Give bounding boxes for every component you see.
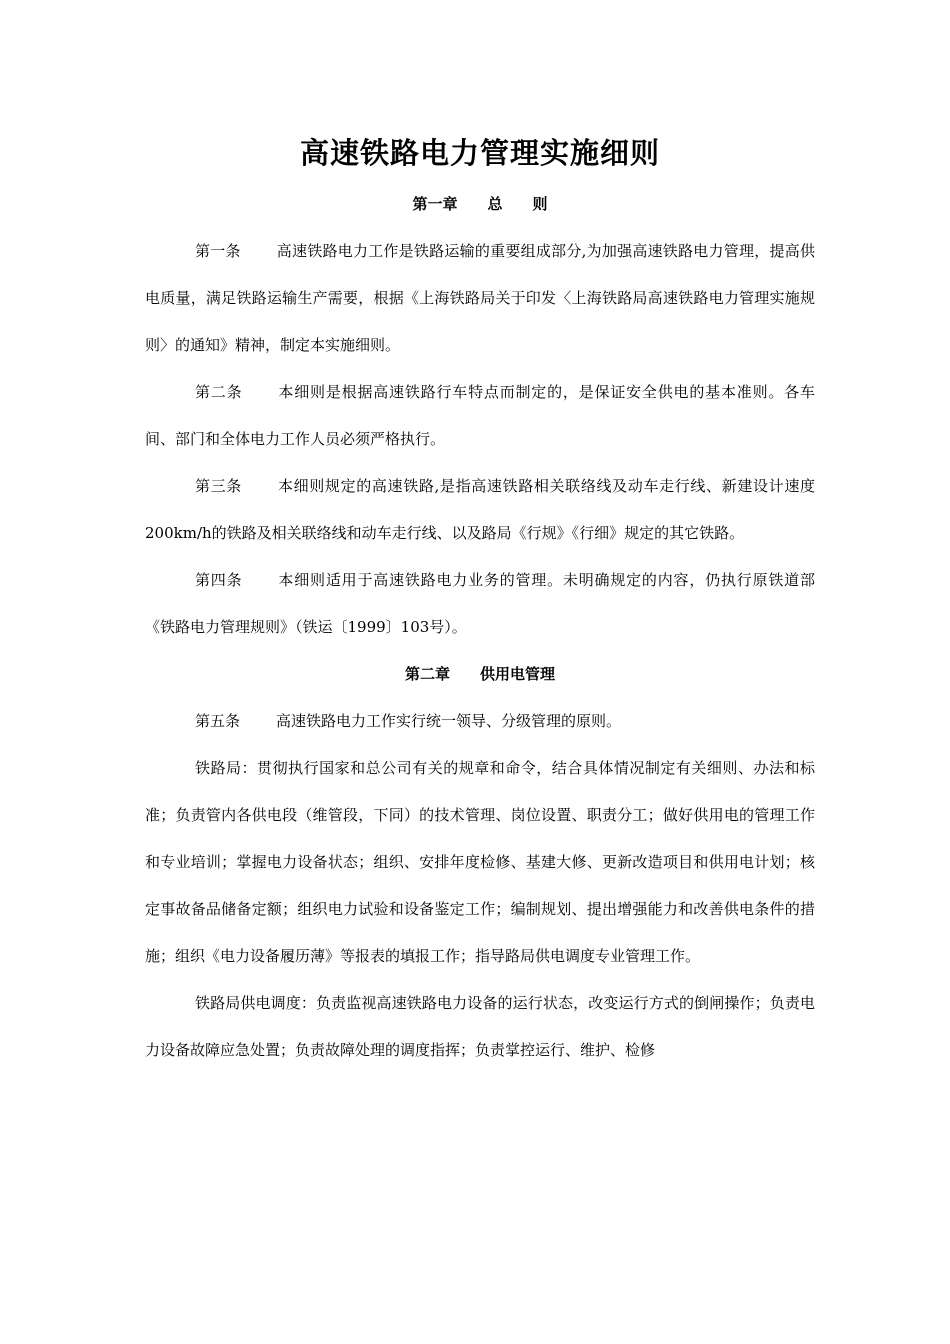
chapter-1-number: 第一章	[412, 195, 458, 213]
chapter-2-heading	[145, 651, 815, 698]
article-2-label: 第二条	[195, 383, 243, 401]
article-5	[145, 698, 815, 745]
railway-bureau-duties: 铁路局：贯彻执行国家和总公司有关的规章和命令，结合具体情况制定有关细则、办法和标准；负责管内各供电段（维管段，下同）的技术管理、岗位设置、职责分工；做好供用电的管理工作和专业培训；掌握电力设备状态；组织、安排年度检修、基建大修、更新改造项目和供用电计划；核定事故备品储备定额；组织电力试验和设备鉴定工作；编制规划、提出增强能力和改善供电条件的措施；组织《电力设备履历薄》等报表的填报工作；指导路局供电调度专业管理工作。	[145, 759, 815, 965]
article-1	[145, 228, 815, 369]
article-3	[145, 463, 815, 557]
article-1-text: 高速铁路电力工作是铁路运输的重要组成部分,为加强高速铁路电力管理，提高供电质量，满足铁路运输生产需要，根据《上海铁路局关于印发〈上海铁路局高速铁路电力管理实施规则〉的通知》精神，制定本实施细则。	[145, 242, 815, 354]
article-4-text: 本细则适用于高速铁路电力业务的管理。未明确规定的内容，仍执行原铁道部《铁路电力管理规则》（铁运〔1999〕103号）。	[145, 571, 815, 636]
article-3-label: 第三条	[195, 477, 242, 495]
document-title: 高速铁路电力管理实施细则	[299, 136, 660, 170]
chapter-1-name-part-1: 总	[487, 195, 503, 213]
article-1-label: 第一条	[195, 242, 241, 260]
article-2-text: 本细则是根据高速铁路行车特点而制定的，是保证安全供电的基本准则。各车间、部门和全体电力工作人员必须严格执行。	[145, 383, 815, 448]
article-5-label: 第五条	[195, 712, 241, 730]
document-page	[145, 128, 815, 1074]
chapter-1-heading	[145, 181, 815, 228]
power-dispatch-duties: 铁路局供电调度：负责监视高速铁路电力设备的运行状态，改变运行方式的倒闸操作；负责电力设备故障应急处置；负责故障处理的调度指挥；负责掌控运行、维护、检修	[145, 994, 815, 1059]
article-4	[145, 557, 815, 651]
article-2	[145, 369, 815, 463]
chapter-2-number: 第二章	[404, 665, 450, 683]
chapter-2-name: 供用电管理	[480, 665, 556, 683]
article-4-label: 第四条	[195, 571, 243, 589]
article-3-text: 本细则规定的高速铁路,是指高速铁路相关联络线及动车走行线、新建设计速度200km/h的铁路及相关联络线和动车走行线、以及路局《行规》《行细》规定的其它铁路。	[145, 477, 815, 542]
article-5-text: 高速铁路电力工作实行统一领导、分级管理的原则。	[276, 712, 622, 730]
chapter-1-name-part-2: 则	[532, 195, 548, 213]
